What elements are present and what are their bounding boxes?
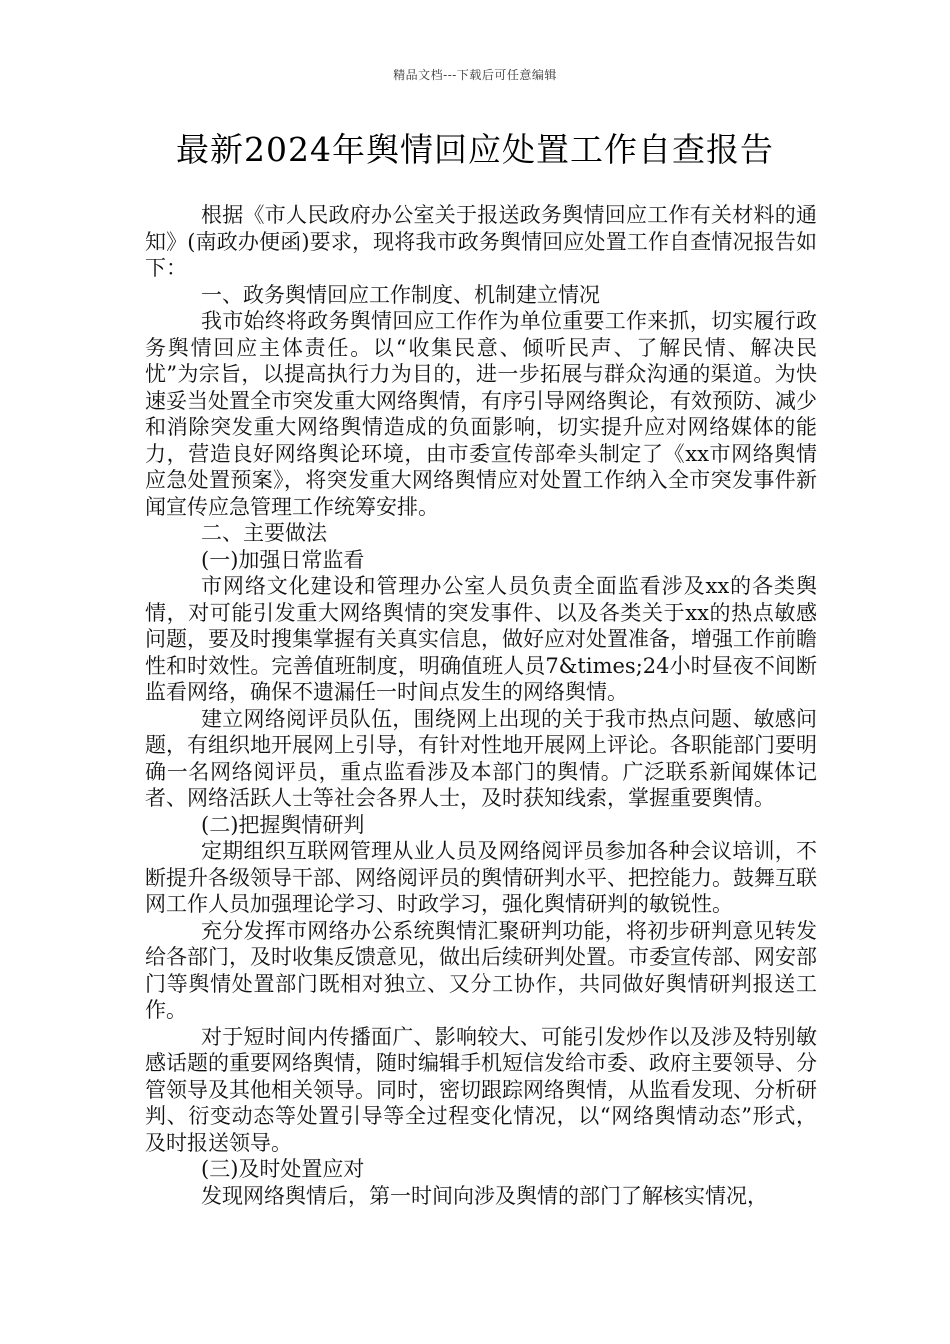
subsection-heading-2: (二)把握舆情研判 xyxy=(201,812,365,837)
paragraph-monitoring: 市网络文化建设和管理办公室人员负责全面监看涉及xx的各类舆情，对可能引发重大网络舆情的突发事件、以及各类关于xx的热点敏感问题，要及时搜集掌握有关真实信息，做好应对处置准备，增强工作前瞻性和时效性。完善值班制度，明确值班人员7&times;24小时昼夜不间断监看网络，确保不遗漏任一时间点发生的网络舆情。 xyxy=(145,574,817,704)
page-header-note: 精品文档---下载后可任意编辑 xyxy=(393,68,557,82)
paragraph-reviewers: 建立网络阅评员队伍，围绕网上出现的关于我市热点问题、敏感问题，有组织地开展网上引导，有针对性地开展网上评论。各职能部门要明确一名网络阅评员，重点监看涉及本部门的舆情。广泛联系新闻媒体记者、网络活跃人士等社会各界人士，及时获知线索，掌握重要舆情。 xyxy=(145,706,817,810)
document-body xyxy=(145,202,817,1209)
subsection-heading-1: (一)加强日常监看 xyxy=(201,547,365,572)
paragraph-system: 充分发挥市网络办公系统舆情汇聚研判功能，将初步研判意见转发给各部门，及时收集反馈意见，做出后续研判处置。市委宣传部、网安部门等舆情处置部门既相对独立、又分工协作，共同做好舆情研判报送工作。 xyxy=(145,918,817,1022)
paragraph-response: 发现网络舆情后，第一时间向涉及舆情的部门了解核实情况， xyxy=(201,1183,768,1208)
section-heading-2: 二、主要做法 xyxy=(201,521,327,545)
paragraph-mechanism: 我市始终将政务舆情回应工作作为单位重要工作来抓，切实履行政务舆情回应主体责任。以“收集民意、倾听民声、了解民情、解决民忧”为宗旨，以提高执行力为目的，进一步拓展与群众沟通的渠道。为快速妥当处置全市突发重大网络舆情，有序引导网络舆论，有效预防、减少和消除突发重大网络舆情造成的负面影响，切实提升应对网络媒体的能力，营造良好网络舆论环境，由市委宣传部牵头制定了《xx市网络舆情应急处置预案》，将突发重大网络舆情应对处置工作纳入全市突发事件新闻宣传应急管理工作统筹安排。 xyxy=(145,309,817,519)
document-title: 最新2024年舆情回应处置工作自查报告 xyxy=(176,130,774,169)
paragraph-intro: 根据《市人民政府办公室关于报送政务舆情回应工作有关材料的通知》(南政办便函)要求，现将我市政务舆情回应处置工作自查情况报告如下： xyxy=(145,203,817,280)
subsection-heading-3: (三)及时处置应对 xyxy=(201,1157,365,1181)
paragraph-reporting: 对于短时间内传播面广、影响较大、可能引发炒作以及涉及特别敏感话题的重要网络舆情，随时编辑手机短信发给市委、政府主要领导、分管领导及其他相关领导。同时，密切跟踪网络舆情，从监看发现、分析研判、衍变动态等处置引导等全过程变化情况，以“网络舆情动态”形式，及时报送领导。 xyxy=(145,1024,817,1155)
paragraph-training: 定期组织互联网管理从业人员及网络阅评员参加各种会议培训，不断提升各级领导干部、网络阅评员的舆情研判水平、把控能力。鼓舞互联网工作人员加强理论学习、时政学习，强化舆情研判的敏锐性。 xyxy=(145,839,817,916)
section-heading-1: 一、政务舆情回应工作制度、机制建立情况 xyxy=(201,282,600,307)
